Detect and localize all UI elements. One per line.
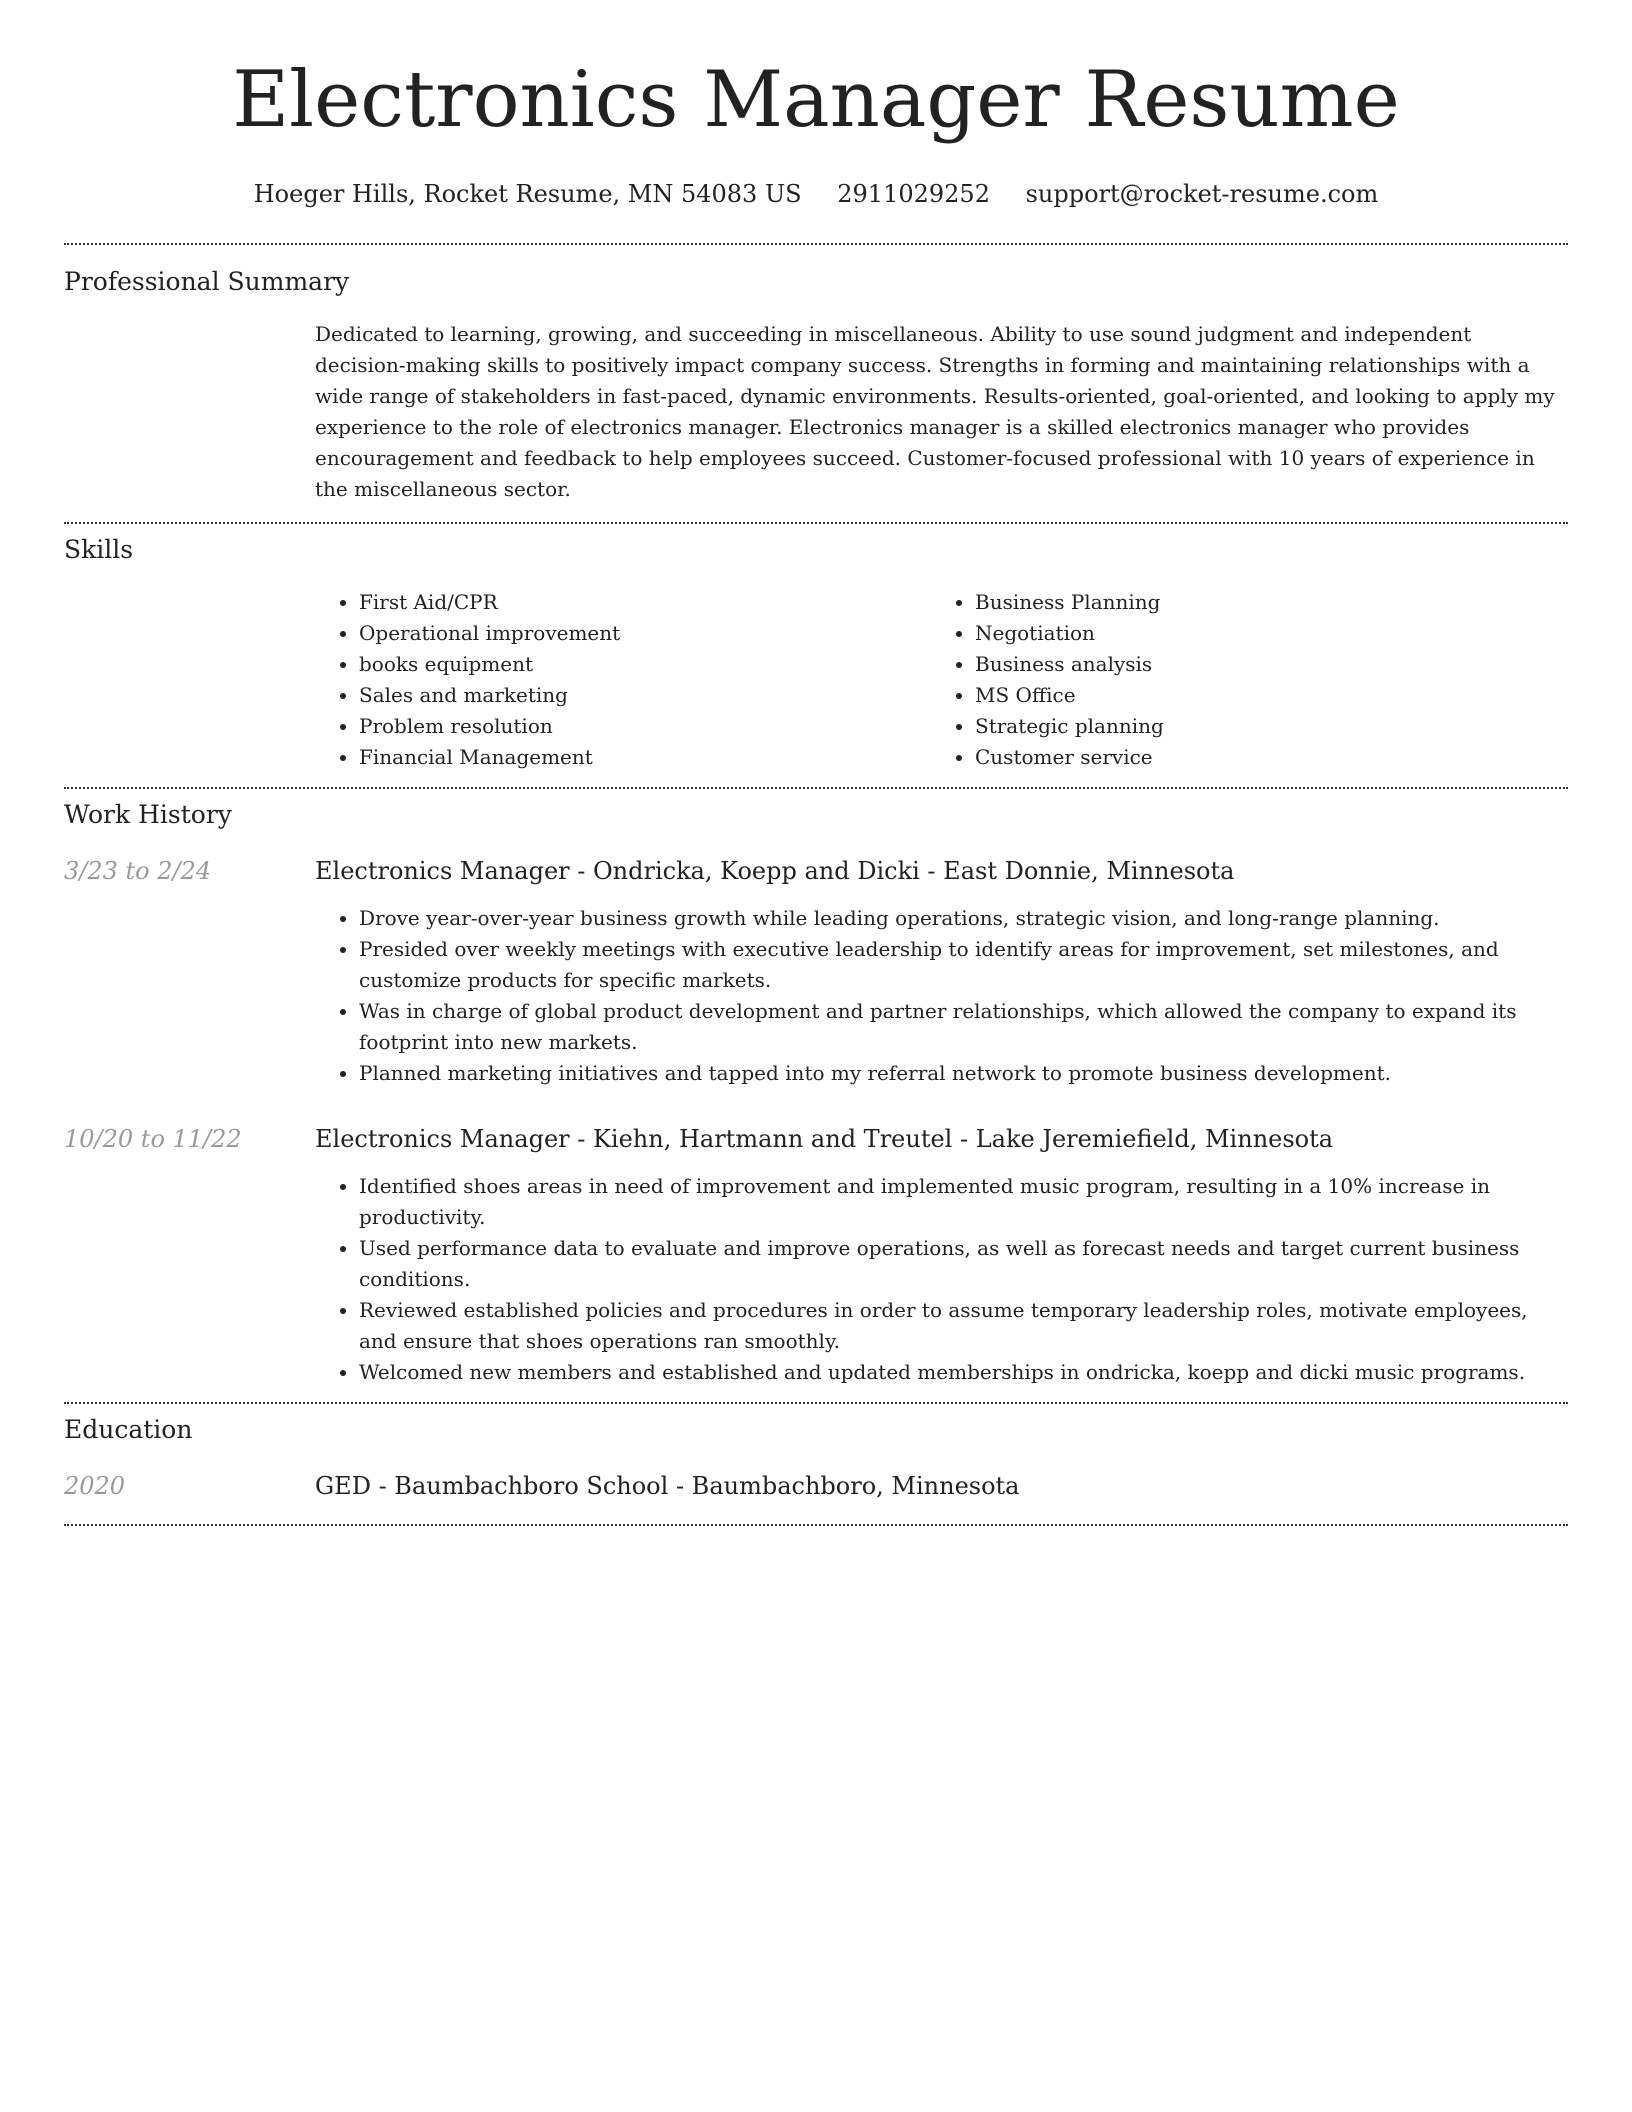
job-date: 10/20 to 11/22 [64,1125,242,1153]
skills-section [64,524,1568,787]
job-date: 3/23 to 2/24 [64,857,212,885]
skill-item: • Negotiation [975,618,1555,649]
education-title: GED - Baumbachboro School - Baumbachboro, Minnesota [315,1472,1020,1500]
summary-heading: Professional Summary [64,267,350,296]
resume-header [64,0,1568,210]
skill-item: • First Aid/CPR [359,587,931,618]
education-entry [64,1470,1568,1502]
job-bullet: • Used performance data to evaluate and improve operations, as well as forecast needs and target current business conditions. [359,1233,1568,1295]
skills-list [315,587,1568,773]
contact-info [64,178,1568,210]
summary-text: Dedicated to learning, growing, and succeeding in miscellaneous. Ability to use sound judgment and independent decision-making skills to positively impact company success. Strengths in forming and maintaining relationships with a wide range of stakeholders in fast-paced, dynamic environments. Results-oriented, goal-oriented, and looking to apply my experience to the role of electronics manager. Electronics manager is a skilled electronics manager who provides encouragement and feedback to help employees succeed. Customer-focused professional with 10 years of experience in the miscellaneous sector. [315,322,1555,501]
skill-item: • MS Office [975,680,1555,711]
job-bullet: • Presided over weekly meetings with executive leadership to identify areas for improvement, set milestones, and customize products for specific markets. [359,934,1568,996]
education-divider [64,1524,1568,1526]
job-bullet: • Planned marketing initiatives and tapped into my referral network to promote business development. [359,1058,1568,1089]
job-title: Electronics Manager - Ondricka, Koepp and Dicki - East Donnie, Minnesota [315,857,1235,885]
contact-phone: 2911029252 [837,180,990,208]
contact-address: Hoeger Hills, Rocket Resume, MN 54083 US [253,180,802,208]
job-bullet: • Welcomed new members and established and updated memberships in ondricka, koepp and dicki music programs. [359,1357,1568,1388]
education-heading: Education [64,1415,193,1444]
skills-heading: Skills [64,535,134,564]
skill-item: • Problem resolution [359,711,931,742]
skill-item: • Sales and marketing [359,680,931,711]
job-bullet: • Identified shoes areas in need of improvement and implemented music program, resulting in a 10% increase in productivity. [359,1171,1568,1233]
job-bullets [315,1171,1568,1388]
skill-item: • Business Planning [975,587,1555,618]
skill-item: • Customer service [975,742,1555,773]
education-section [64,1404,1568,1524]
job-bullet: • Reviewed established policies and procedures in order to assume temporary leadership roles, motivate employees, and ensure that shoes operations ran smoothly. [359,1295,1568,1357]
resume-title: Electronics Manager Resume [232,55,1400,145]
job-bullet: • Was in charge of global product development and partner relationships, which allowed the company to expand its footprint into new markets. [359,996,1568,1058]
job-title: Electronics Manager - Kiehn, Hartmann and Treutel - Lake Jeremiefield, Minnesota [315,1125,1334,1153]
summary-section [64,245,1568,522]
job-entry [64,855,1568,1089]
skill-item: • books equipment [359,649,931,680]
skill-item: • Financial Management [359,742,931,773]
work-history-section [64,789,1568,1402]
contact-email: support@rocket-resume.com [1025,180,1379,208]
skills-column-right [931,587,1555,773]
job-bullets [315,903,1568,1089]
skills-column-left [315,587,931,773]
job-bullet: • Drove year-over-year business growth while leading operations, strategic vision, and long-range planning. [359,903,1568,934]
work-history-heading: Work History [64,800,232,829]
education-date: 2020 [64,1472,126,1500]
skill-item: • Strategic planning [975,711,1555,742]
job-entry [64,1123,1568,1388]
skill-item: • Operational improvement [359,618,931,649]
resume-page [64,0,1568,1526]
skill-item: • Business analysis [975,649,1555,680]
